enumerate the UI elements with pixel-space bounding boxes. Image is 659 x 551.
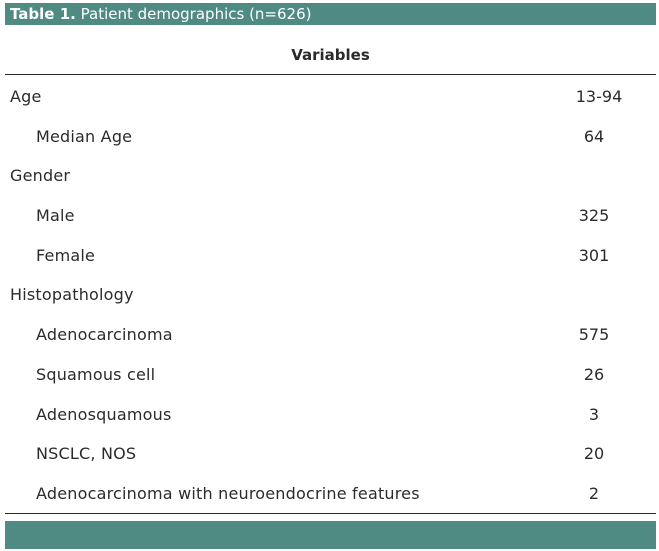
table-row bbox=[5, 434, 656, 474]
row-value: 64 bbox=[583, 126, 605, 146]
row-value: 325 bbox=[578, 206, 610, 226]
row-value: 2 bbox=[588, 483, 600, 503]
table-row bbox=[5, 395, 656, 435]
row-label: Median Age bbox=[36, 126, 133, 146]
table-row bbox=[5, 275, 656, 315]
table-row bbox=[5, 117, 656, 157]
table-header bbox=[5, 27, 656, 75]
row-value: 13-94 bbox=[575, 87, 623, 106]
table-title-bar bbox=[5, 3, 656, 25]
table-footer-bar bbox=[5, 521, 656, 549]
table-bottom-rule bbox=[5, 513, 656, 514]
table-row bbox=[5, 156, 656, 196]
table-row bbox=[5, 77, 656, 117]
row-value: 3 bbox=[588, 404, 600, 424]
table-row bbox=[5, 196, 656, 236]
row-label: Adenosquamous bbox=[36, 404, 172, 424]
row-label: Histopathology bbox=[10, 285, 134, 305]
table-row bbox=[5, 315, 656, 355]
row-value: 20 bbox=[583, 444, 605, 464]
column-header-variables: Variables bbox=[291, 46, 370, 64]
row-label: Adenocarcinoma bbox=[36, 325, 173, 345]
row-label: Gender bbox=[10, 166, 71, 186]
table-row bbox=[5, 474, 656, 514]
row-value: 301 bbox=[578, 245, 610, 265]
row-label: Squamous cell bbox=[36, 364, 156, 384]
table-label: Table 1. bbox=[10, 5, 76, 23]
table-body bbox=[5, 77, 656, 514]
table-row bbox=[5, 355, 656, 395]
row-value: 26 bbox=[583, 364, 605, 384]
row-label: Female bbox=[36, 245, 96, 265]
table-caption: Patient demographics (n=626) bbox=[80, 5, 312, 23]
row-label: Adenocarcinoma with neuroendocrine features bbox=[36, 483, 420, 503]
row-label: Male bbox=[36, 206, 75, 226]
row-label: Age bbox=[10, 87, 42, 106]
row-label: NSCLC, NOS bbox=[36, 444, 137, 464]
row-value: 575 bbox=[578, 325, 610, 345]
table-row bbox=[5, 236, 656, 276]
